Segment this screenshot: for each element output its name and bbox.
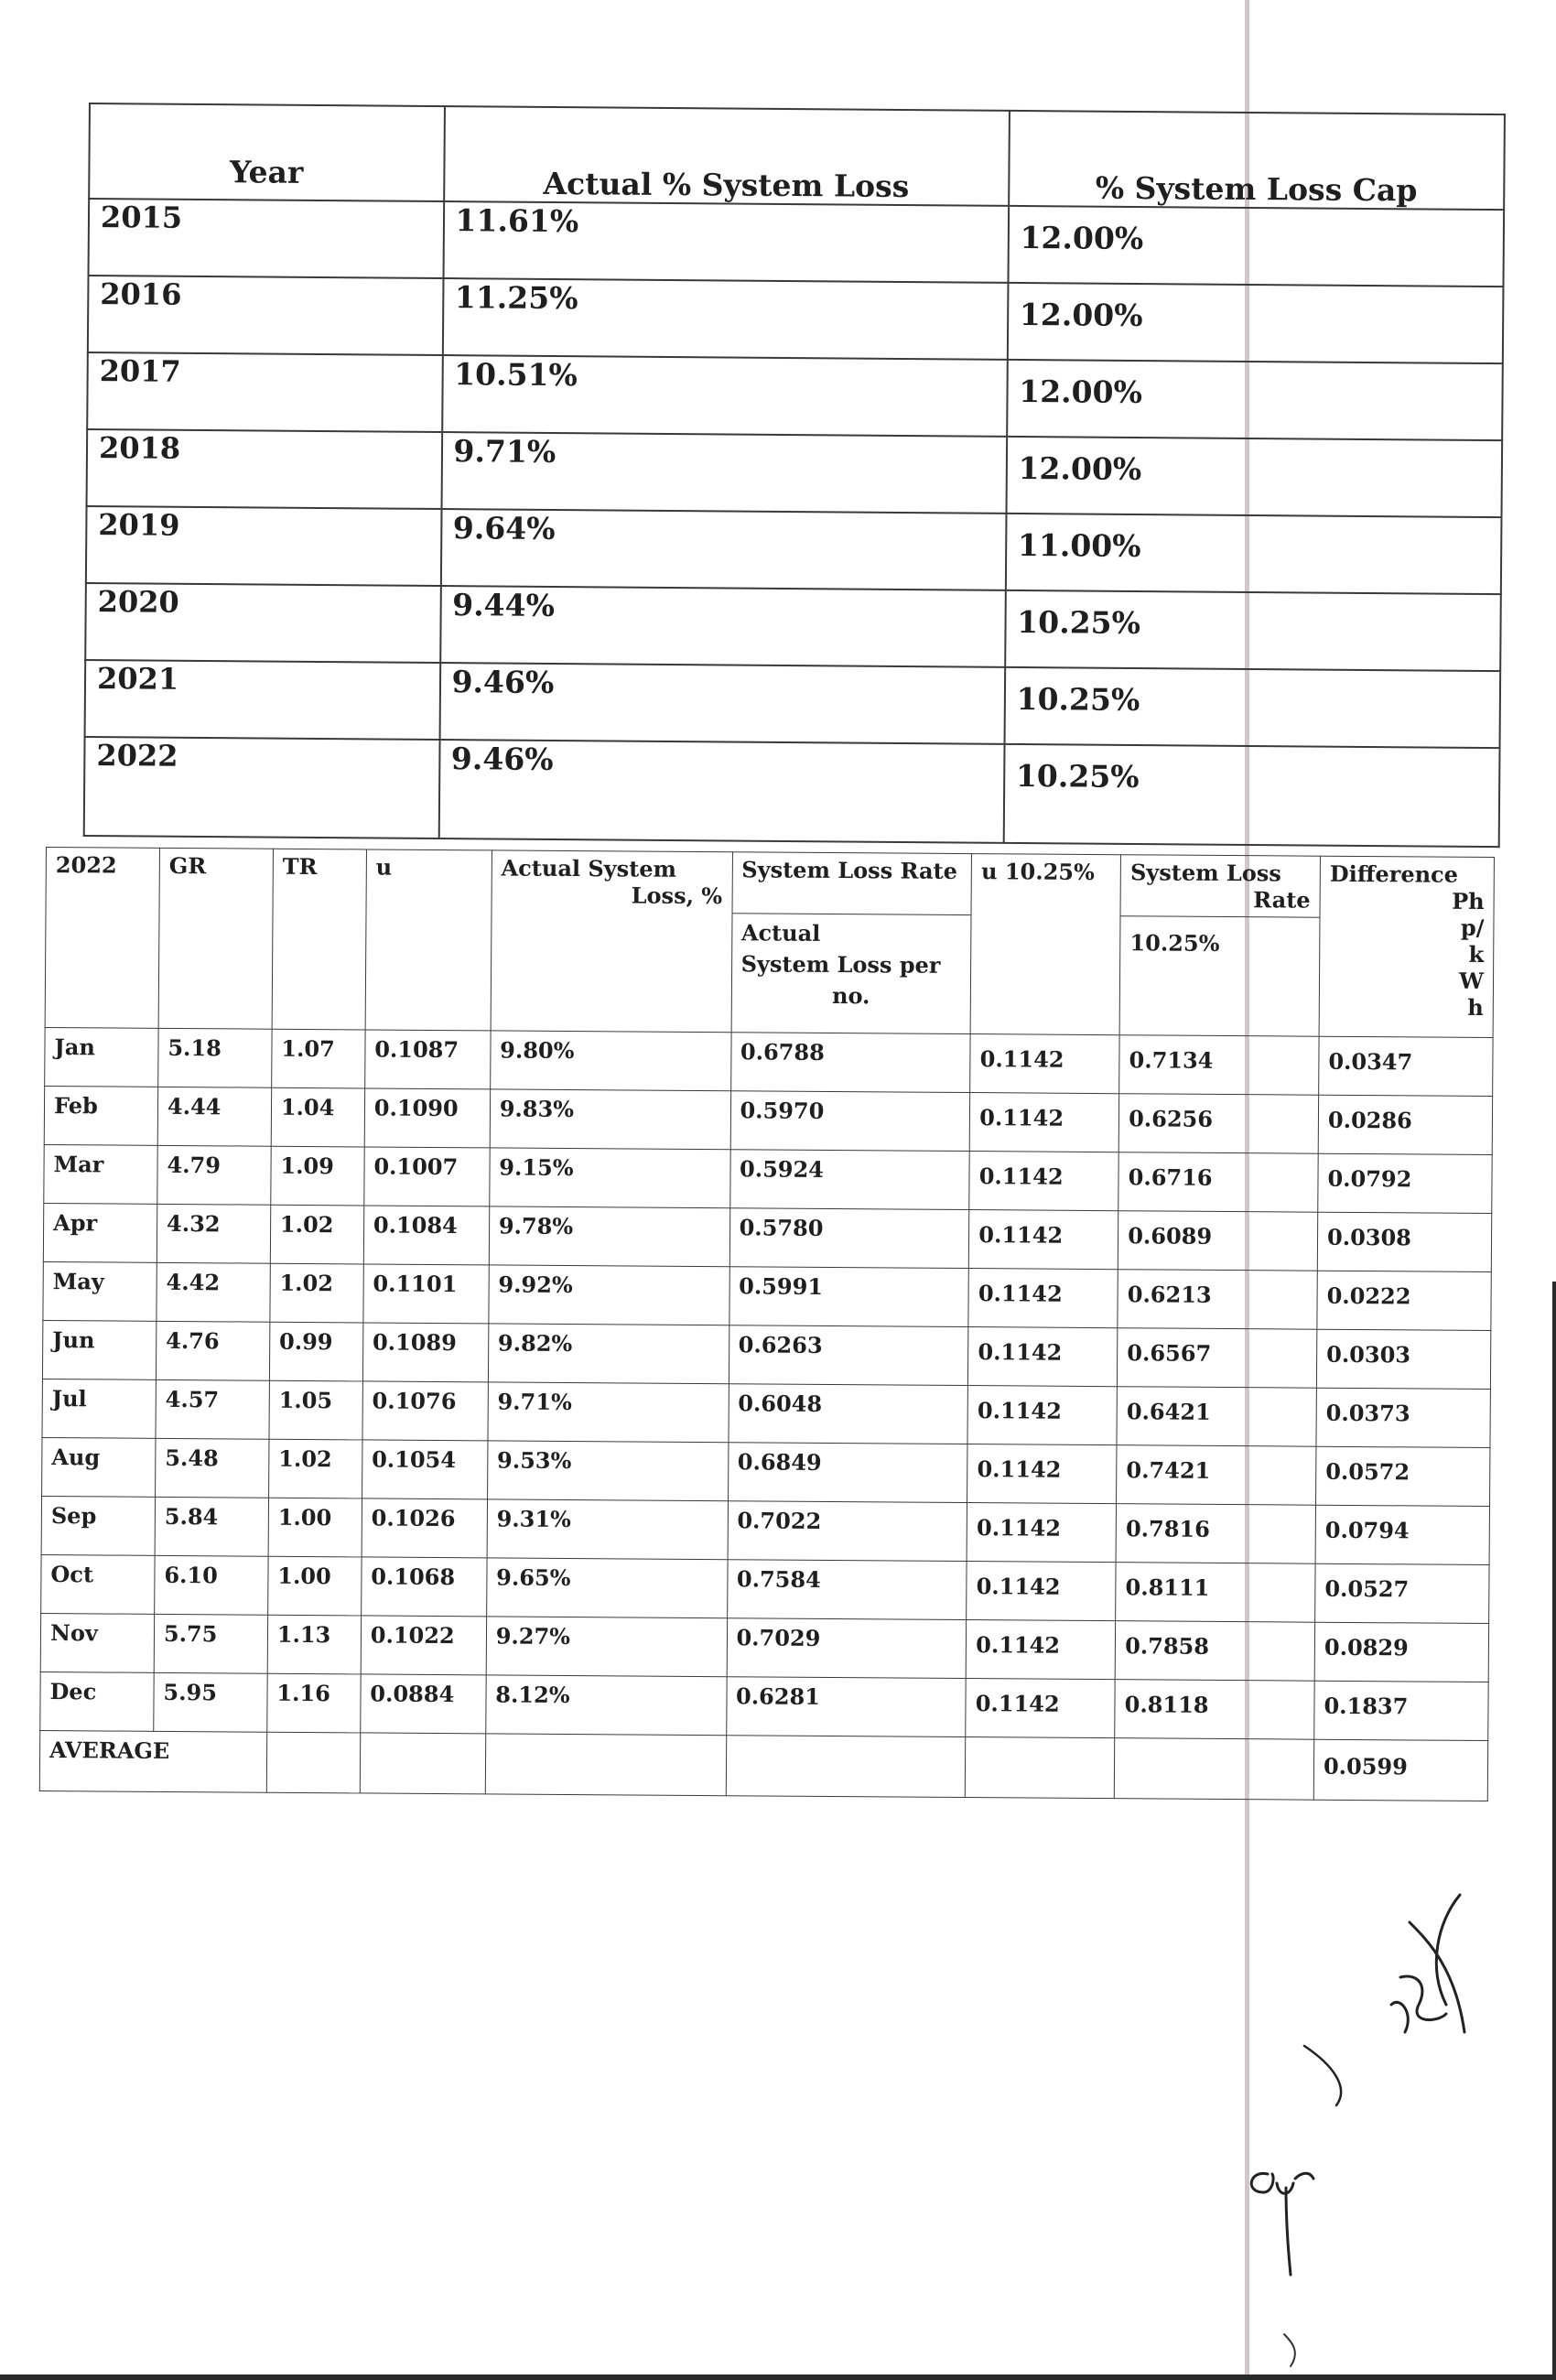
table-row <box>85 660 1501 748</box>
header-cap-10-25: 10.25% <box>1119 916 1320 1037</box>
gr-cell: 5.48 <box>155 1438 268 1498</box>
average-empty-cell <box>1114 1738 1313 1801</box>
gr-cell: 5.18 <box>158 1028 272 1087</box>
gr-cell: 5.95 <box>154 1672 267 1732</box>
u-cap-cell: 0.1142 <box>967 1444 1117 1504</box>
table-row <box>43 1203 1491 1271</box>
table-row <box>45 1027 1493 1096</box>
table-row <box>86 506 1502 594</box>
gr-cell: 4.57 <box>156 1379 269 1439</box>
actual-loss-rate-cell: 0.7029 <box>727 1618 967 1679</box>
actual-loss-rate-cell: 0.6281 <box>726 1677 966 1737</box>
actual-loss-rate-cell: 0.5924 <box>729 1150 969 1210</box>
u-cell: 0.1054 <box>362 1440 487 1499</box>
month-cell: Dec <box>40 1671 154 1731</box>
difference-cell: 0.0572 <box>1316 1446 1490 1506</box>
header-u-cap: u 10.25% <box>970 854 1120 1035</box>
tr-cell: 1.02 <box>270 1205 363 1264</box>
header-u: u <box>365 849 492 1031</box>
u-cap-cell: 0.1142 <box>968 1327 1118 1387</box>
loss-cap-cell: 10.25% <box>1004 667 1500 748</box>
u-cell: 0.1089 <box>362 1323 488 1382</box>
actual-loss-rate-cell: 0.5991 <box>729 1267 968 1327</box>
difference-unit-part: W <box>1458 967 1485 994</box>
difference-cell: 0.0347 <box>1319 1036 1493 1096</box>
monthly-header-row <box>46 848 1494 919</box>
u-cell: 0.1101 <box>363 1264 489 1324</box>
loss-cap-cell: 11.00% <box>1006 514 1502 594</box>
loss-cap-cell: 10.25% <box>1003 744 1499 847</box>
actual-loss-cell: 9.71% <box>441 432 1007 514</box>
month-cell: May <box>43 1261 157 1321</box>
table-row <box>40 1671 1488 1740</box>
month-cell: Jan <box>45 1027 158 1087</box>
u-cap-cell: 0.1142 <box>967 1386 1117 1445</box>
u-cell: 0.0884 <box>361 1674 486 1734</box>
actual-loss-rate-cell: 0.6788 <box>730 1033 970 1093</box>
table-row <box>87 429 1503 517</box>
cap-loss-rate-cell: 0.6089 <box>1118 1211 1317 1271</box>
cap-loss-rate-cell: 0.6421 <box>1117 1387 1316 1447</box>
cap-loss-rate-cell: 0.7134 <box>1119 1035 1319 1096</box>
year-cell: 2022 <box>84 737 439 838</box>
header-actual-loss-line2: Loss, % <box>631 882 723 910</box>
system-loss-table <box>83 103 1506 848</box>
year-cell: 2017 <box>87 352 442 432</box>
month-cell: Sep <box>41 1496 155 1555</box>
actual-loss-rate-cell: 0.6048 <box>728 1384 967 1444</box>
average-empty-cell <box>485 1734 726 1796</box>
tr-cell: 1.05 <box>269 1380 362 1440</box>
u-cell: 0.1090 <box>364 1088 490 1148</box>
difference-cell: 0.0792 <box>1318 1153 1492 1213</box>
u-cap-cell: 0.1142 <box>967 1503 1116 1563</box>
actual-loss-pct-cell: 9.78% <box>489 1206 729 1267</box>
table-row <box>41 1496 1489 1564</box>
actual-loss-rate-cell: 0.6263 <box>729 1325 968 1386</box>
actual-loss-pct-cell: 9.71% <box>488 1382 729 1443</box>
tr-cell: 0.99 <box>269 1322 362 1381</box>
monthly-loss-table <box>39 847 1495 1801</box>
header-system-loss-rate-cap <box>1120 855 1320 918</box>
header-system-loss-cap: % System Loss Cap <box>1009 111 1505 210</box>
month-cell: Oct <box>41 1554 155 1614</box>
month-cell: Nov <box>40 1613 154 1672</box>
gr-cell: 5.84 <box>155 1497 268 1556</box>
cap-loss-rate-cell: 0.6213 <box>1118 1270 1317 1330</box>
year-cell: 2015 <box>89 199 444 278</box>
gr-cell: 4.32 <box>157 1204 270 1263</box>
cap-loss-rate-cell: 0.8118 <box>1115 1680 1314 1740</box>
table-row <box>88 276 1504 363</box>
difference-cell: 0.0829 <box>1314 1622 1488 1682</box>
u-cell: 0.1022 <box>361 1616 486 1675</box>
table-row <box>42 1437 1490 1506</box>
system-loss-table-body <box>84 199 1504 847</box>
signature-mark <box>1295 2041 1359 2115</box>
u-cap-cell: 0.1142 <box>970 1034 1119 1094</box>
actual-loss-pct-cell: 9.83% <box>490 1089 730 1150</box>
month-cell: Jul <box>42 1379 156 1438</box>
difference-cell: 0.0527 <box>1315 1563 1489 1623</box>
table-row <box>43 1261 1491 1330</box>
u-cell: 0.1084 <box>363 1206 489 1265</box>
average-empty-cell <box>266 1732 360 1793</box>
month-cell: Mar <box>44 1144 157 1204</box>
actual-loss-rate-cell: 0.5970 <box>730 1091 970 1152</box>
year-cell: 2018 <box>87 429 442 509</box>
gr-cell: 4.79 <box>157 1145 271 1205</box>
u-cell: 0.1007 <box>364 1147 490 1206</box>
u-cap-cell: 0.1142 <box>968 1269 1118 1328</box>
u-cell: 0.1026 <box>362 1498 487 1558</box>
gr-cell: 4.44 <box>157 1087 271 1146</box>
actual-loss-cell: 9.46% <box>438 740 1004 843</box>
actual-loss-pct-cell: 9.31% <box>487 1499 728 1560</box>
table-row <box>44 1086 1492 1154</box>
tr-cell: 1.04 <box>271 1087 364 1147</box>
gr-cell: 4.42 <box>157 1262 270 1322</box>
table-row <box>42 1320 1490 1389</box>
header-tr: TR <box>272 849 366 1030</box>
u-cap-cell: 0.1142 <box>966 1679 1115 1738</box>
u-cell: 0.1068 <box>361 1557 486 1617</box>
table-row <box>89 199 1505 287</box>
actual-loss-pct-cell: 9.65% <box>486 1558 727 1618</box>
tr-cell: 1.00 <box>268 1556 362 1616</box>
average-label: AVERAGE <box>39 1730 266 1792</box>
header-system-loss-rate: System Loss Rate <box>732 852 972 915</box>
actual-loss-pct-cell: 8.12% <box>486 1675 727 1736</box>
tr-cell: 1.16 <box>267 1673 361 1733</box>
average-empty-cell <box>726 1736 966 1798</box>
actual-loss-pct-cell: 9.80% <box>490 1031 730 1091</box>
actual-loss-pct-cell: 9.27% <box>486 1617 727 1677</box>
difference-unit-part: h <box>1467 993 1484 1021</box>
header-gr: GR <box>158 848 273 1029</box>
actual-loss-cell: 11.61% <box>443 201 1009 283</box>
scan-edge-right <box>1552 1282 1556 2380</box>
header-slr-sub-line3: no. <box>831 982 870 1010</box>
actual-loss-cell: 9.44% <box>440 586 1006 667</box>
header-difference-label: Difference <box>1329 860 1459 888</box>
actual-loss-cell: 11.25% <box>442 278 1008 360</box>
header-actual-system-loss-pct <box>491 850 732 1033</box>
difference-cell: 0.0286 <box>1318 1095 1492 1154</box>
u-cap-cell: 0.1142 <box>969 1210 1118 1270</box>
actual-loss-pct-cell: 9.53% <box>487 1441 728 1501</box>
header-slr2-line2: Rate <box>1253 886 1311 914</box>
actual-loss-pct-cell: 9.15% <box>490 1148 730 1208</box>
difference-unit-part: p/ <box>1460 914 1485 941</box>
actual-loss-rate-cell: 0.7022 <box>728 1501 967 1562</box>
year-cell: 2019 <box>86 506 441 586</box>
loss-cap-cell: 12.00% <box>1006 437 1502 517</box>
loss-cap-cell: 10.25% <box>1005 590 1501 671</box>
gr-cell: 5.75 <box>154 1614 267 1673</box>
tr-cell: 1.09 <box>271 1146 364 1206</box>
table-header-row <box>89 103 1505 210</box>
difference-unit-part: Ph <box>1452 887 1485 914</box>
actual-loss-cell: 9.46% <box>439 663 1005 744</box>
table-row <box>42 1379 1490 1447</box>
header-slr2-line1: System Loss <box>1129 859 1281 887</box>
average-difference: 0.0599 <box>1313 1739 1487 1801</box>
difference-cell: 0.0794 <box>1315 1505 1489 1564</box>
month-cell: Jun <box>42 1320 156 1379</box>
gr-cell: 6.10 <box>155 1555 268 1615</box>
signature-tick <box>1277 2330 1313 2371</box>
table-row <box>84 737 1500 847</box>
cap-loss-rate-cell: 0.7858 <box>1115 1621 1314 1682</box>
month-cell: Aug <box>42 1437 156 1497</box>
cap-loss-rate-cell: 0.7421 <box>1117 1445 1316 1506</box>
cap-loss-rate-cell: 0.6716 <box>1118 1152 1318 1213</box>
u-cap-cell: 0.1142 <box>966 1620 1115 1680</box>
actual-loss-rate-cell: 0.6849 <box>728 1443 967 1503</box>
average-empty-cell <box>966 1737 1115 1799</box>
month-cell: Apr <box>43 1203 157 1262</box>
monthly-loss-table-body <box>40 1027 1493 1740</box>
signature-lower <box>1240 2156 1341 2284</box>
year-cell: 2021 <box>85 660 440 740</box>
header-year-2022: 2022 <box>45 848 159 1029</box>
table-row <box>40 1613 1488 1682</box>
tr-cell: 1.00 <box>268 1498 362 1557</box>
year-cell: 2020 <box>85 583 440 663</box>
header-difference-unit <box>1329 887 1485 1021</box>
difference-cell: 0.1837 <box>1314 1681 1488 1740</box>
tr-cell: 1.07 <box>272 1029 365 1088</box>
actual-loss-cell: 9.64% <box>440 509 1006 590</box>
difference-unit-part: k <box>1468 940 1485 968</box>
difference-cell: 0.0308 <box>1317 1212 1491 1271</box>
signature-upper <box>1373 1886 1483 2050</box>
difference-cell: 0.0303 <box>1316 1329 1490 1389</box>
header-actual-loss-line1: Actual System <box>501 854 677 882</box>
table-row <box>41 1554 1489 1623</box>
actual-loss-rate-cell: 0.7584 <box>727 1560 967 1620</box>
loss-cap-cell: 12.00% <box>1007 360 1503 440</box>
tr-cell: 1.13 <box>267 1615 361 1674</box>
tr-cell: 1.02 <box>270 1263 363 1323</box>
header-actual-loss-per-no <box>731 914 972 1034</box>
loss-cap-cell: 12.00% <box>1008 206 1504 287</box>
table-row <box>44 1144 1492 1213</box>
tr-cell: 1.02 <box>268 1439 362 1498</box>
average-empty-cell <box>360 1733 485 1794</box>
cap-loss-rate-cell: 0.6256 <box>1118 1094 1318 1154</box>
u-cap-cell: 0.1142 <box>969 1152 1118 1211</box>
u-cell: 0.1087 <box>364 1030 490 1089</box>
actual-loss-rate-cell: 0.5780 <box>729 1208 969 1269</box>
average-row <box>39 1730 1487 1801</box>
u-cap-cell: 0.1142 <box>967 1562 1116 1621</box>
table-row <box>85 583 1501 671</box>
cap-loss-rate-cell: 0.7816 <box>1116 1504 1315 1564</box>
actual-loss-pct-cell: 9.82% <box>488 1324 729 1384</box>
difference-cell: 0.0373 <box>1316 1388 1490 1447</box>
actual-loss-cell: 10.51% <box>442 355 1008 437</box>
u-cell: 0.1076 <box>362 1381 488 1441</box>
header-slr-sub-line1: Actual <box>740 919 821 947</box>
loss-cap-cell: 12.00% <box>1007 283 1503 363</box>
u-cap-cell: 0.1142 <box>969 1093 1118 1152</box>
actual-loss-pct-cell: 9.92% <box>489 1265 729 1325</box>
month-cell: Feb <box>44 1086 157 1145</box>
cap-loss-rate-cell: 0.6567 <box>1118 1328 1317 1389</box>
header-difference <box>1319 856 1494 1037</box>
year-cell: 2016 <box>88 276 443 355</box>
header-year: Year <box>89 103 444 201</box>
header-slr-sub-line2: System Loss per <box>740 950 941 979</box>
table-row <box>87 352 1503 440</box>
gr-cell: 4.76 <box>156 1321 269 1380</box>
difference-cell: 0.0222 <box>1317 1271 1491 1330</box>
scan-edge-bottom <box>0 2375 1556 2380</box>
header-actual-system-loss: Actual % System Loss <box>444 106 1010 206</box>
cap-loss-rate-cell: 0.8111 <box>1116 1563 1315 1623</box>
